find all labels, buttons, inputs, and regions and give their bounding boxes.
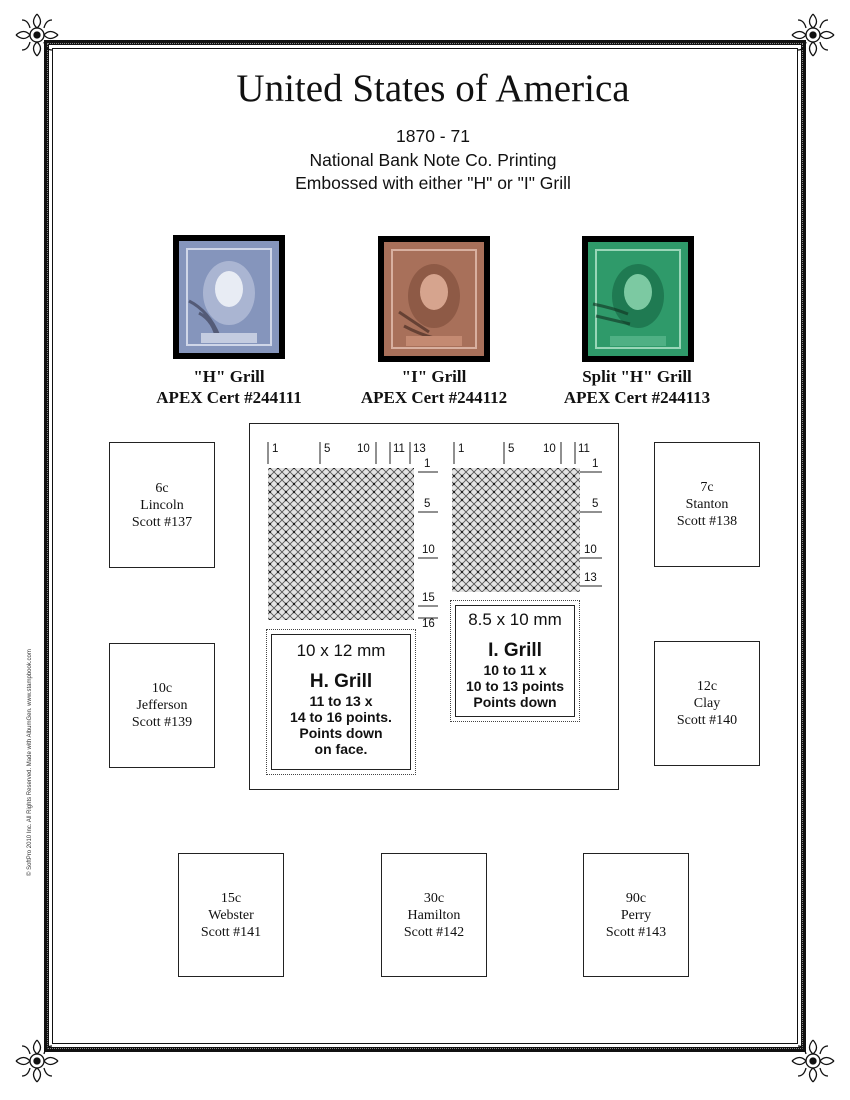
h-grill-line-3: Points down xyxy=(299,725,383,741)
i-grill-line-2: 10 to 13 points xyxy=(465,678,565,694)
stamp-caption-3 xyxy=(517,366,757,408)
space-name: Stanton xyxy=(685,497,729,512)
stamp-space-137 xyxy=(109,442,215,568)
stamp-cert-label-2: APEX Cert #244112 xyxy=(360,388,508,407)
h-side-tick-16: 16 xyxy=(422,618,435,630)
space-scott: Scott #141 xyxy=(200,924,262,940)
h-grill-line-1: 11 to 13 x xyxy=(309,693,373,709)
space-value: 30c xyxy=(423,890,445,906)
h-grill-pattern xyxy=(268,468,414,620)
stamp-space-140 xyxy=(654,641,760,766)
space-scott: Scott #143 xyxy=(605,924,667,940)
grill-diagram-panel xyxy=(249,423,619,790)
i-top-tick-10: 10 xyxy=(543,443,556,455)
corner-ornament-top-right xyxy=(790,12,836,58)
stamp-space-141 xyxy=(178,853,284,977)
space-name: Perry xyxy=(620,907,652,923)
h-grill-line-4: on face. xyxy=(314,741,368,757)
i-top-tick-1: 1 xyxy=(458,443,465,455)
stamp-space-143 xyxy=(583,853,689,977)
h-grill-size: 10 x 12 mm xyxy=(296,641,386,660)
space-scott: Scott #138 xyxy=(676,514,738,529)
stamp-mount-1 xyxy=(173,235,285,359)
h-top-tick-5: 5 xyxy=(324,443,331,455)
space-scott: Scott #139 xyxy=(131,715,193,730)
stamp-space-142 xyxy=(381,853,487,977)
i-side-tick-5: 5 xyxy=(592,498,599,510)
i-side-tick-10: 10 xyxy=(584,544,597,556)
stamp-grill-label-3: Split "H" Grill xyxy=(582,367,692,386)
space-scott: Scott #140 xyxy=(676,713,738,728)
space-name: Jefferson xyxy=(136,698,188,713)
stamp-jackson-image xyxy=(384,242,484,356)
stamp-mount-3 xyxy=(582,236,694,362)
stamp-washington-image xyxy=(588,242,688,356)
h-grill-name: H. Grill xyxy=(309,671,373,692)
stamp-caption-1 xyxy=(109,366,349,408)
i-grill-line-1: 10 to 11 x xyxy=(483,662,547,678)
subtitle-grill: Embossed with either "H" or "I" Grill xyxy=(295,173,571,193)
h-side-tick-5: 5 xyxy=(424,498,431,510)
space-value: 7c xyxy=(700,480,714,495)
space-value: 12c xyxy=(696,679,718,694)
stamp-space-138 xyxy=(654,442,760,567)
corner-ornament-top-left xyxy=(14,12,60,58)
stamp-grill-label-2: "I" Grill xyxy=(401,367,467,386)
copyright-notice: © SoftPro 2010 Inc. All Rights Reserved. Made with AlbumGen. www.stampbook.com xyxy=(27,649,33,876)
i-top-tick-11: 11 xyxy=(578,443,590,455)
h-side-tick-1: 1 xyxy=(424,458,431,470)
space-name: Clay xyxy=(693,696,721,711)
i-grill-line-3: Points down xyxy=(473,694,557,710)
i-grill-name: I. Grill xyxy=(488,640,542,661)
space-name: Webster xyxy=(208,907,254,923)
h-top-tick-11: 11 xyxy=(393,443,405,455)
i-top-tick-5: 5 xyxy=(508,443,515,455)
i-grill-info-box xyxy=(450,600,580,722)
space-scott: Scott #142 xyxy=(403,924,465,940)
subtitle-years: 1870 - 71 xyxy=(396,126,470,146)
stamp-franklin-image xyxy=(179,241,279,353)
stamp-grill-label-1: "H" Grill xyxy=(193,367,265,386)
i-side-tick-1: 1 xyxy=(592,458,599,470)
h-grill-line-2: 14 to 16 points. xyxy=(290,709,392,725)
stamp-cert-label-1: APEX Cert #244111 xyxy=(156,388,302,407)
corner-ornament-bottom-left xyxy=(14,1038,60,1084)
space-value: 15c xyxy=(220,890,242,906)
i-grill-pattern xyxy=(452,468,580,592)
h-side-tick-10: 10 xyxy=(422,544,435,556)
h-side-tick-15: 15 xyxy=(422,592,435,604)
space-value: 90c xyxy=(625,890,647,906)
stamp-mount-2 xyxy=(378,236,490,362)
h-grill-info-box xyxy=(266,629,416,775)
i-grill-size: 8.5 x 10 mm xyxy=(468,610,562,629)
i-side-tick-13: 13 xyxy=(584,572,597,584)
corner-ornament-bottom-right xyxy=(790,1038,836,1084)
h-top-tick-10: 10 xyxy=(357,443,370,455)
space-value: 10c xyxy=(151,681,173,696)
space-name: Hamilton xyxy=(407,907,461,923)
h-top-tick-13: 13 xyxy=(413,443,426,455)
page-title: United States of America xyxy=(236,67,630,110)
space-scott: Scott #137 xyxy=(131,514,193,530)
stamp-cert-label-3: APEX Cert #244113 xyxy=(563,388,711,407)
h-top-tick-1: 1 xyxy=(272,443,279,455)
space-name: Lincoln xyxy=(140,497,184,513)
space-value: 6c xyxy=(155,480,169,496)
stamp-space-139 xyxy=(109,643,215,768)
subtitle-printer: National Bank Note Co. Printing xyxy=(309,150,557,170)
